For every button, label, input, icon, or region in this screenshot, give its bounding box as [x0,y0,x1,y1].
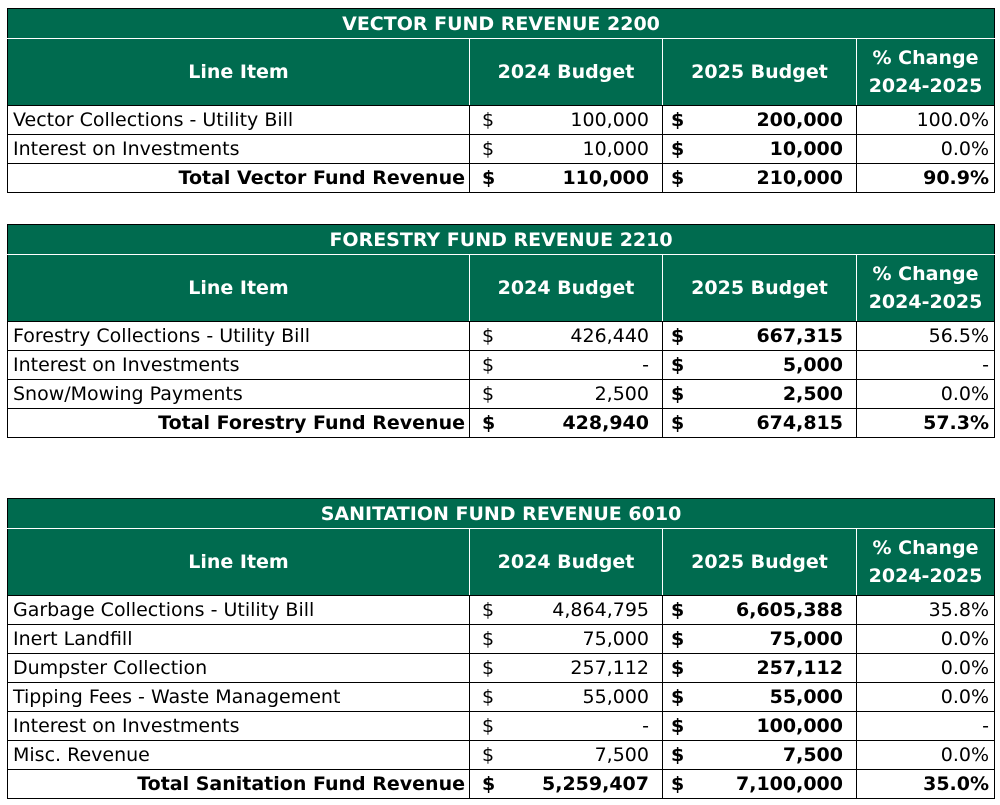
budget-2024-cell: $ 7,500 [470,741,663,770]
header-2025-budget: 2025 Budget [663,255,857,322]
total-label: Total Forestry Fund Revenue [8,409,470,438]
pct-change-cell: 0.0% [857,683,995,712]
header-2024-budget: 2024 Budget [470,529,663,596]
line-item: Misc. Revenue [8,741,470,770]
budget-2024-cell: $ 2,500 [470,380,663,409]
table-title: SANITATION FUND REVENUE 6010 [8,499,995,529]
header-2025-budget: 2025 Budget [663,529,857,596]
table-title: FORESTRY FUND REVENUE 2210 [8,225,995,255]
table-row [8,351,995,380]
pct-change-cell: 0.0% [857,654,995,683]
total-label: Total Vector Fund Revenue [8,164,470,193]
table-row [8,625,995,654]
line-item: Snow/Mowing Payments [8,380,470,409]
sanitation-fund-table [7,498,995,799]
total-label: Total Sanitation Fund Revenue [8,770,470,799]
line-item: Inert Landfill [8,625,470,654]
header-2025-budget: 2025 Budget [663,39,857,106]
total-2024-cell: $ 428,940 [470,409,663,438]
budget-2024-cell: $ - [470,712,663,741]
header-2024-budget: 2024 Budget [470,255,663,322]
table-row [8,135,995,164]
total-2024-cell: $ 5,259,407 [470,770,663,799]
line-item: Interest on Investments [8,712,470,741]
header-pct-change: % Change 2024-2025 [857,39,995,106]
budget-2024-cell: $ 4,864,795 [470,596,663,625]
table-row [8,683,995,712]
budget-2024-cell: $ 10,000 [470,135,663,164]
total-2025-cell: $ 674,815 [663,409,857,438]
budget-2025-cell: $ 75,000 [663,625,857,654]
pct-change-cell: 56.5% [857,322,995,351]
table-row [8,596,995,625]
header-pct-change: % Change 2024-2025 [857,255,995,322]
budget-2024-cell: $ - [470,351,663,380]
budget-2025-cell: $ 10,000 [663,135,857,164]
total-pct-cell: 90.9% [857,164,995,193]
total-pct-cell: 57.3% [857,409,995,438]
total-row [8,409,995,438]
budget-2024-cell: $ 257,112 [470,654,663,683]
line-item: Forestry Collections - Utility Bill [8,322,470,351]
pct-change-cell: 0.0% [857,741,995,770]
pct-change-cell: 0.0% [857,135,995,164]
budget-2025-cell: $ 200,000 [663,106,857,135]
line-item: Dumpster Collection [8,654,470,683]
line-item: Interest on Investments [8,135,470,164]
budget-2024-cell: $ 55,000 [470,683,663,712]
total-pct-cell: 35.0% [857,770,995,799]
budget-2024-cell: $ 426,440 [470,322,663,351]
line-item: Tipping Fees - Waste Management [8,683,470,712]
table-title: VECTOR FUND REVENUE 2200 [8,9,995,39]
line-item: Interest on Investments [8,351,470,380]
total-2024-cell: $ 110,000 [470,164,663,193]
pct-change-cell: - [857,351,995,380]
budget-2025-cell: $ 667,315 [663,322,857,351]
total-2025-cell: $ 210,000 [663,164,857,193]
forestry-fund-table [7,224,995,438]
total-row [8,164,995,193]
line-item: Garbage Collections - Utility Bill [8,596,470,625]
table-row [8,712,995,741]
budget-2025-cell: $ 2,500 [663,380,857,409]
table-row [8,106,995,135]
budget-2025-cell: $ 6,605,388 [663,596,857,625]
vector-fund-table [7,8,995,193]
header-2024-budget: 2024 Budget [470,39,663,106]
pct-change-cell: - [857,712,995,741]
budget-2025-cell: $ 5,000 [663,351,857,380]
line-item: Vector Collections - Utility Bill [8,106,470,135]
table-row [8,322,995,351]
pct-change-cell: 0.0% [857,625,995,654]
pct-change-cell: 35.8% [857,596,995,625]
budget-2025-cell: $ 257,112 [663,654,857,683]
pct-change-cell: 0.0% [857,380,995,409]
table-row [8,741,995,770]
table-row [8,654,995,683]
total-row [8,770,995,799]
budget-2024-cell: $ 75,000 [470,625,663,654]
pct-change-cell: 100.0% [857,106,995,135]
budget-2025-cell: $ 7,500 [663,741,857,770]
header-line-item: Line Item [8,39,470,106]
budget-2025-cell: $ 100,000 [663,712,857,741]
budget-2024-cell: $ 100,000 [470,106,663,135]
budget-2025-cell: $ 55,000 [663,683,857,712]
table-row [8,380,995,409]
total-2025-cell: $ 7,100,000 [663,770,857,799]
header-pct-change: % Change 2024-2025 [857,529,995,596]
header-line-item: Line Item [8,529,470,596]
header-line-item: Line Item [8,255,470,322]
